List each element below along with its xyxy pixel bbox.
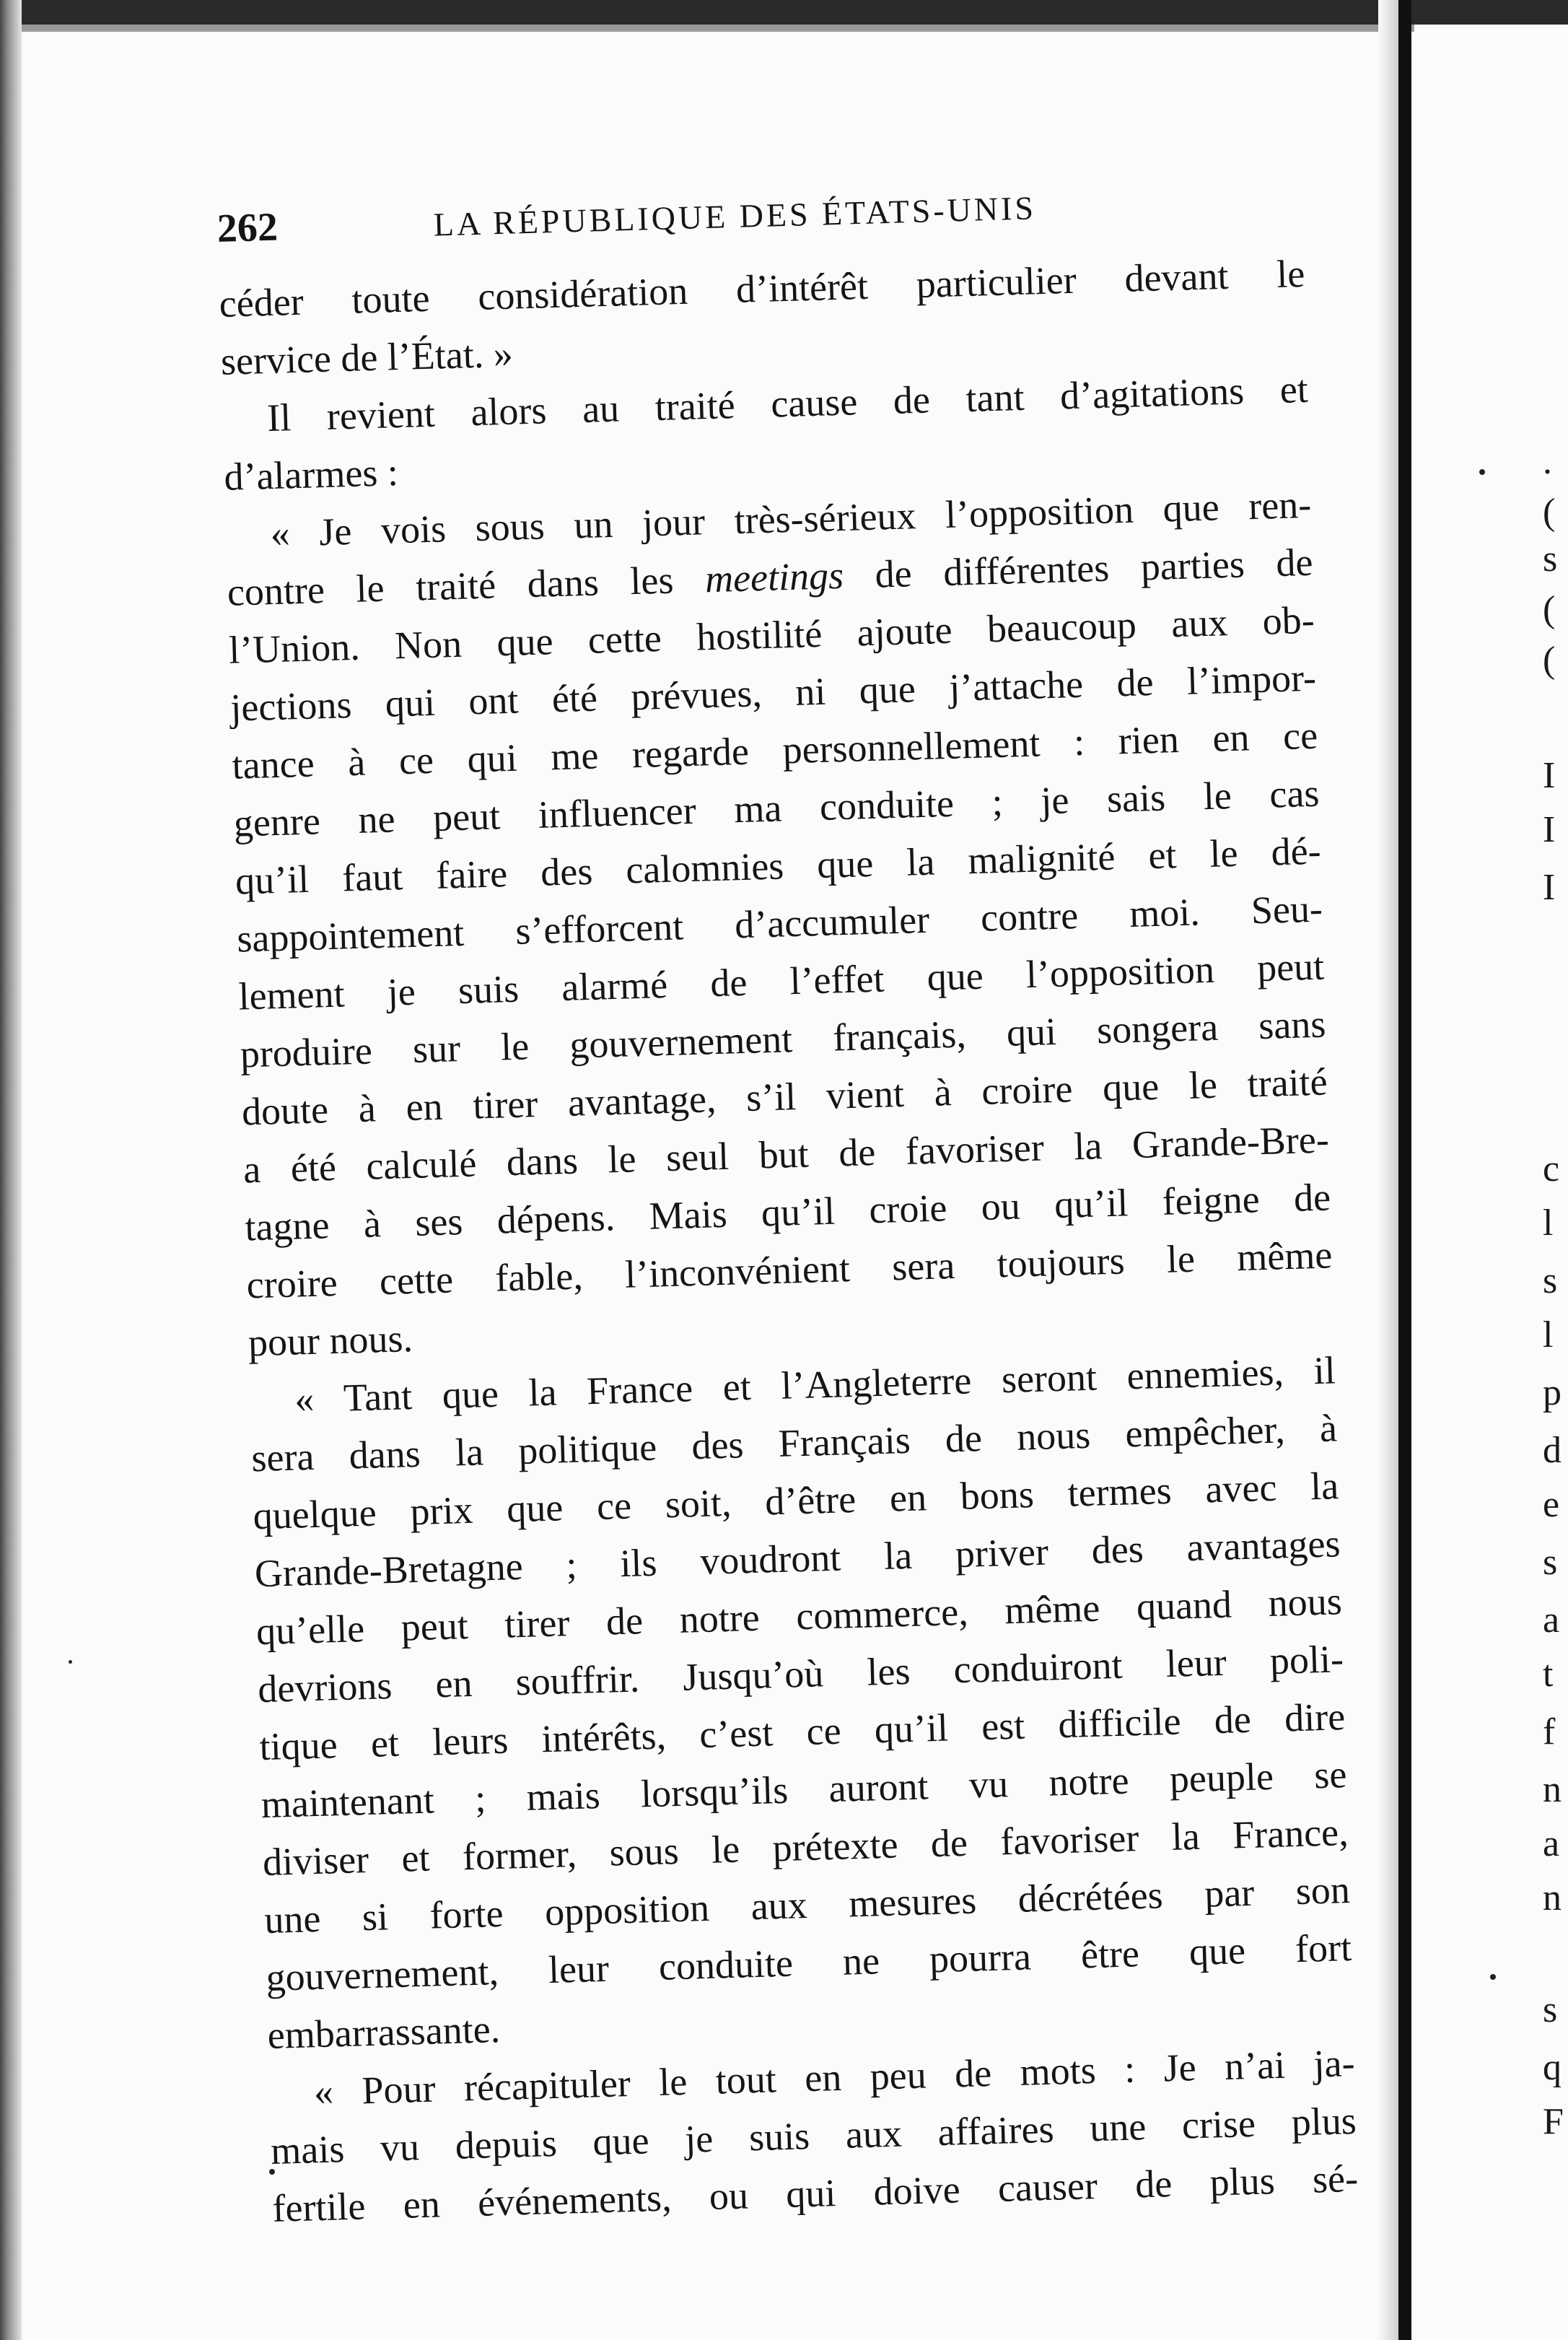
speck [1479,469,1485,475]
text-line: tique et leurs intérêts, c’est ce qu’il est difficile de dire [258,1695,1346,1769]
text-line: doute à en tirer avantage, s’il vient à croire que le traité [241,1060,1328,1134]
text-line: Il revient alors au traité cause de tant d’agitations et [266,367,1309,440]
text-line: pour nous. [248,1317,413,1365]
text-line: l’Union. Non que cette hostilité ajoute beaucoup aux ob- [228,598,1315,672]
page-number: 262 [216,204,279,251]
text-line: « Pour récapituler le tout en peu de mots : Je n’ai ja- [313,2040,1356,2114]
facing-page-fragment: e [1543,1484,1560,1525]
facing-page-fragment: a [1543,1599,1560,1641]
facing-page-fragment: ( [1543,639,1556,681]
scan-left-edge [0,0,22,2340]
text-line: qu’elle peut tirer de notre commerce, même quand nous [255,1579,1343,1654]
facing-page-fragment: f [1543,1711,1556,1752]
text-line: tagne à ses dépens. Mais qu’il croie ou qu’il feigne de [244,1175,1331,1249]
text-line: gouvernement, leur conduite ne pourra être que fort [265,1926,1352,2000]
page-header-title: LA RÉPUBLIQUE DES ÉTATS-UNIS [433,189,1037,243]
text-line: diviser et former, sous le prétexte de favoriser la France, [262,1810,1349,1885]
facing-page-fragment: I [1543,867,1556,908]
facing-page-fragment: ( [1543,589,1556,630]
facing-page-fragment: t [1543,1654,1554,1695]
facing-page-fragment: F [1543,2101,1564,2142]
text-line: jections qui ont été prévues, ni que j’attache de l’impor- [229,655,1317,730]
text-line: a été calculé dans le seul but de favoriser la Grande-Bre- [242,1117,1330,1192]
text-line: céder toute considération d’intérêt particulier devant le [218,251,1306,326]
text-line: croire cette fable, l’inconvénient sera toujours le même [245,1233,1333,1307]
text-line: maintenant ; mais lorsqu’ils auront vu notre peuple se [260,1752,1348,1827]
text-line: d’alarmes : [223,450,399,499]
facing-page-edge [1543,0,1568,2340]
text-line: service de l’État. » [220,331,514,383]
facing-page-fragment: n [1543,1877,1562,1918]
text-line: produire sur le gouvernement français, qui songera sans [239,1002,1327,1076]
text-line: embarrassante. [266,2007,501,2057]
text-line: devrions en souffrir. Jusqu’où les conduiront leur poli- [257,1637,1344,1711]
facing-page-fragment: l [1543,1202,1554,1244]
text-line: lement je suis alarmé de l’effet que l’opposition peut [237,944,1325,1018]
text-line: quelque prix que ce soit, d’être en bons termes avec la [252,1464,1339,1538]
facing-page-fragment: s [1543,1989,1558,2030]
facing-page-fragment: q [1543,2047,1562,2088]
speck [1490,1974,1496,1980]
text-line: qu’il faut faire des calomnies que la malignité et le dé- [235,829,1322,903]
facing-page-fragment: I [1543,809,1556,850]
text-line: « Tant que la France et l’Angleterre seront ennemies, il [294,1348,1336,1421]
facing-page-fragment: ( [1543,492,1556,533]
text-line: sera dans la politique des Français de nous empêcher, à [250,1406,1338,1480]
text-line: mais vu depuis que je suis aux affaires une crise plus [270,2098,1357,2173]
text-line: Grande-Bretagne ; ils voudront la priver des avantages [254,1522,1341,1596]
facing-page-fragment: c [1543,1148,1560,1189]
facing-page-fragment: n [1543,1769,1562,1810]
text-line: genre ne peut influencer ma conduite ; je sais le cas [233,771,1320,845]
speck [69,1660,72,1664]
facing-page-fragment: p [1543,1372,1562,1413]
facing-page-fragment: a [1543,1823,1560,1864]
book-page [216,173,1427,2238]
facing-page-fragment: l [1543,1314,1554,1355]
text-segment: contre le traité dans les [227,558,675,614]
text-line: fertile en événements, ou qui doive causer de plus sé- [271,2156,1359,2230]
facing-page-fragment: d [1543,1430,1562,1471]
text-line: une si forte opposition aux mesures décrétées par son [263,1868,1351,1942]
facing-page-fragment: s [1543,538,1558,580]
scan-top-border-inner [0,25,1414,32]
facing-page-fragment: . [1543,441,1552,482]
text-line: sappointement s’efforcent d’accumuler contre moi. Seu- [236,886,1323,961]
facing-page-fragment: I [1543,755,1556,796]
text-line: tance à ce qui me regarde personnellement : rien en ce [231,713,1318,787]
text-segment: de différentes parties de [874,540,1314,596]
italic-word: meetings [704,553,844,601]
facing-page-fragment: s [1543,1542,1558,1583]
scan-top-border [0,0,1568,25]
facing-page-fragment: s [1543,1260,1558,1301]
text-line: « Je vois sous un jour très-sérieux l’opposition que ren- [269,482,1312,556]
